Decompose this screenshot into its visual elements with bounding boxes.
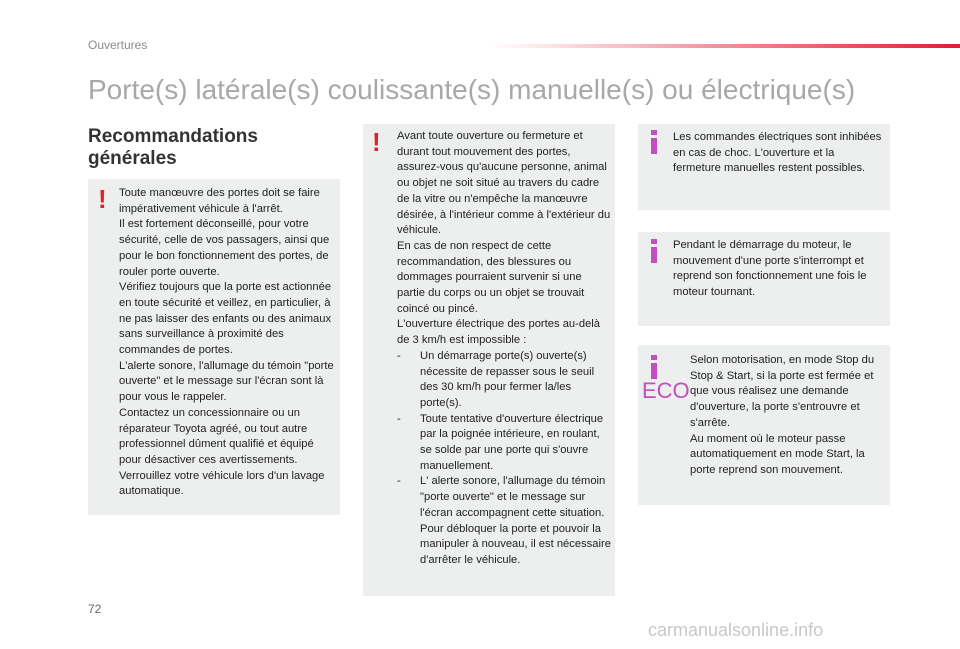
paragraph: Verrouillez votre véhicule lors d'un lavage automatique. (119, 469, 325, 498)
page-title: Porte(s) latérale(s) coulissante(s) manuelle(s) ou électrique(s) (88, 74, 856, 105)
paragraph: Avant toute ouverture ou fermeture et durant tout mouvement des portes, assurez-vous qu'aucune personne, animal ou objet ne soit situé au travers du cadre de la vitre ou n'empêche la manœuvre désirée, à l'intérieur comme à l'extérieur du véhicule. (397, 130, 611, 237)
paragraph: L'alerte sonore, l'allumage du témoin "porte ouverte" et le message sur l'écran sont là pour vous le rappeler. (119, 359, 334, 404)
info-text-crash: Les commandes électriques sont inhibées en cas de choc. L'ouverture et la fermeture manuelles restent possibles. (673, 131, 882, 175)
list-item: - Un démarrage porte(s) ouverte(s) nécessite de repasser sous le seuil des 30 km/h pour fermer la/les porte(s). (397, 349, 611, 412)
eco-icon: ECO (642, 378, 690, 403)
paragraph: Selon motorisation, en mode Stop du Stop & Start, si la porte est fermée et que vous réalisez une demande d'ouverture, la porte s'entrouvre et s'arrête. (690, 354, 875, 429)
paragraph: Toute manœuvre des portes doit se faire impérativement véhicule à l'arrêt. (119, 187, 320, 215)
warning-text-movement (397, 129, 611, 569)
speed-limit-list (397, 349, 611, 569)
warning-text-general (119, 186, 337, 500)
section-heading: Recommandations générales (88, 126, 258, 169)
paragraph: L'ouverture électrique des portes au-delà de 3 km/h est impossible : (397, 318, 601, 347)
warning-icon: ! (372, 127, 381, 157)
list-item: - Toute tentative d'ouverture électrique par la poignée intérieure, en roulant, se solde par une porte qui s'ouvre manuellement. (397, 412, 611, 475)
paragraph: Vérifiez toujours que la porte est actionnée en toute sécurité et veillez, en particulier, à ne pas laisser des enfants ou des animaux sans surveillance à proximité des commandes de portes. (119, 281, 332, 357)
paragraph: Au moment où le moteur passe automatiquement en mode Start, la porte reprend son mouvement. (690, 432, 865, 476)
page-number: 72 (88, 602, 102, 616)
paragraph: Il est fortement déconseillé, pour votre sécurité, celle de vos passagers, ainsi que pour le bon fonctionnement des portes, de rouler porte ouverte. (119, 218, 330, 278)
list-item: - L' alerte sonore, l'allumage du témoin "porte ouverte" et le message sur l'écran accompagnent cette situation. Pour débloquer la porte et pouvoir la manipuler à nouveau, il est nécessaire d'arrêter le véhicule. (397, 474, 611, 568)
section-label: Ouvertures (88, 38, 148, 52)
info-text-stop-start (690, 353, 886, 479)
paragraph: En cas de non respect de cette recommandation, des blessures ou dommages pourraient survenir si une partie du corps ou un objet se trouvait coincé ou pincé. (397, 239, 585, 315)
warning-icon: ! (98, 184, 107, 214)
watermark: carmanualsonline.info (648, 620, 824, 640)
header-accent-bar (490, 44, 960, 48)
info-text-engine-start: Pendant le démarrage du moteur, le mouvement d'une porte s'interrompt et reprend son fonctionnement une fois le moteur tournant. (673, 239, 867, 299)
paragraph: Contactez un concessionnaire ou un réparateur Toyota agréé, ou tout autre professionnel dûment qualifié et équipé pour désactiver ces avertissements. (119, 406, 314, 466)
